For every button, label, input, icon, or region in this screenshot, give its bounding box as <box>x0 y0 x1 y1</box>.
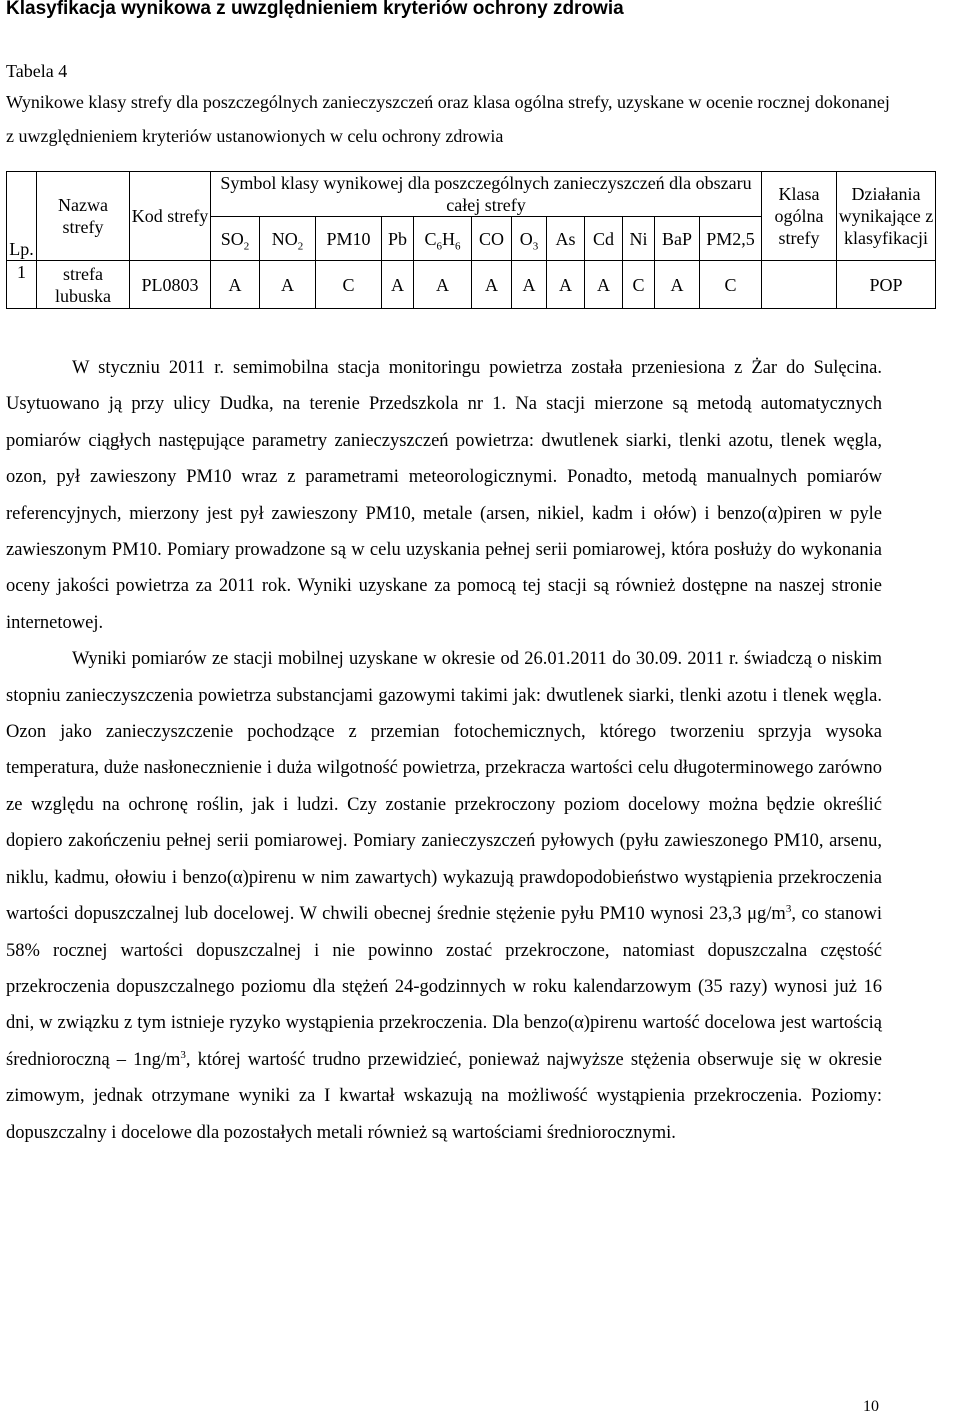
header-zone-code: Kod strefy <box>130 172 211 261</box>
row-lp: 1 <box>7 261 37 309</box>
row-zone-name: strefa lubuska <box>37 261 130 309</box>
body-text <box>6 350 882 1151</box>
header-so2: $SO_2$ <box>211 217 260 261</box>
header-lp: Lp. <box>7 172 37 261</box>
header-c6h6: $C_6H_6$ <box>414 217 472 261</box>
header-bap: BaP <box>655 217 700 261</box>
class-pm10: C <box>316 261 382 309</box>
class-no2: A <box>260 261 316 309</box>
table-number: Tabela 4 <box>6 61 68 81</box>
classification-table <box>6 171 936 309</box>
header-as: As <box>547 217 585 261</box>
page-number: 10 <box>863 1398 879 1415</box>
header-overall-class: Klasa ogólna strefy <box>762 172 837 261</box>
class-pm25: C <box>700 261 762 309</box>
header-pm10: PM10 <box>316 217 382 261</box>
class-ni: C <box>623 261 655 309</box>
paragraph-results: Wyniki pomiarów ze stacji mobilnej uzyskane w okresie od 26.01.2011 do 30.09. 2011 r. świadczą o niskim stopniu zanieczyszczenia powietrza substancjami gazowymi takimi jak: dwutlenek siarki, tlenki azotu i tlenek węgla. Ozon jako zanieczyszczenie pochodzące z przemian fotochemicznych, którego tworzeniu sprzyja wysoka temperatura, duże nasłonecznienie i duża wilgotność powietrza, przekracza wartości celu długoterminowego zarówno ze względu na ochronę roślin, jak i ludzi. Czy zostanie przekroczony poziom docelowy można będzie określić dopiero zakończeniu pełnej serii pomiarowej. Pomiary zanieczyszczeń pyłowych (pyłu zawieszonego PM10, arsenu, niklu, kadmu, ołowiu i benzo(α)pirenu w nim zawartych) wykazują prawdopodobieństwo wystąpienia przekroczenia wartości dopuszczalnej lub docelowej. W chwili obecnej średnie stężenie pyłu PM10 wynosi 23,3 $\mu g/m^3$, co stanowi 58% rocznej wartości dopuszczalnej i nie powinno zostać przekroczone, natomiast dopuszczalna częstość przekroczenia dopuszczalnego poziomu dla stężeń 24-godzinnych w roku kalendarzowym (35 razy) wynosi już 16 dni, w związku z tym istnieje ryzyko wystąpienia przekroczenia. Dla benzo(α)pirenu wartość docelowa jest wartością średnioroczną – $1ng/m^3$, której wartość trudno przewidzieć, ponieważ najwyższe stężenia obserwuje się w okresie zimowym, jednak otrzymane wyniki za I kwartał wskazują na możliwość wystąpienia przekroczenia. Poziomy: dopuszczalny i docelowe dla pozostałych metali również są wartościami średniorocznymi. <box>6 649 883 1143</box>
class-o3: A <box>512 261 547 309</box>
class-pb: A <box>382 261 414 309</box>
class-co: A <box>472 261 512 309</box>
header-co: CO <box>472 217 512 261</box>
class-c6h6: A <box>414 261 472 309</box>
class-so2: A <box>211 261 260 309</box>
row-zone-code: PL0803 <box>130 261 211 309</box>
header-zone-name: Nazwa strefy <box>37 172 130 261</box>
page-title: Klasyfikacja wynikowa z uwzględnieniem kryteriów ochrony zdrowia <box>6 0 624 19</box>
class-cd: A <box>585 261 623 309</box>
header-pm25: PM2,5 <box>700 217 762 261</box>
table-row <box>7 261 936 309</box>
class-as: A <box>547 261 585 309</box>
overall-class-value <box>762 261 837 309</box>
action-value: POP <box>837 261 936 309</box>
header-actions: Działania wynikające z klasyfikacji <box>837 172 936 261</box>
header-cd: Cd <box>585 217 623 261</box>
header-o3: $O_3$ <box>512 217 547 261</box>
table-caption: Wynikowe klasy strefy dla poszczególnych zanieczyszczeń oraz klasa ogólna strefy, uzyskane w ocenie rocznej dokonanej z uwzględnieniem kryteriów ustanowionych w celu ochrony zdrowia <box>6 92 890 146</box>
header-pollutant-symbols: Symbol klasy wynikowej dla poszczególnych zanieczyszczeń dla obszaru całej strefy <box>211 172 762 217</box>
class-bap: A <box>655 261 700 309</box>
header-no2: $NO_2$ <box>260 217 316 261</box>
paragraph-relocation: W styczniu 2011 r. semimobilna stacja monitoringu powietrza została przeniesiona z Żar do Sulęcina. Usytuowano ją przy ulicy Dudka, na terenie Przedszkola nr 1. Na stacji mierzone są metodą automatycznych pomiarów ciągłych następujące parametry zanieczyszczeń powietrza: dwutlenek siarki, tlenki azotu, tlenek węgla, ozon, pył zawieszony PM10 wraz z parametrami meteorologicznymi. Ponadto, metodą manualnych pomiarów referencyjnych, mierzony jest pył zawieszony PM10, metale (arsen, nikiel, kadm i ołów) i benzo(α)piren w pyle zawieszonym PM10. Pomiary prowadzone są w celu uzyskania pełnej serii pomiarowej, która posłuży do wykonania oceny jakości powietrza za 2011 rok. Wyniki uzyskane za pomocą tej stacji są również dostępne na naszej stronie internetowej. <box>6 358 882 633</box>
table-header-row <box>7 172 936 217</box>
header-ni: Ni <box>623 217 655 261</box>
header-pb: Pb <box>382 217 414 261</box>
